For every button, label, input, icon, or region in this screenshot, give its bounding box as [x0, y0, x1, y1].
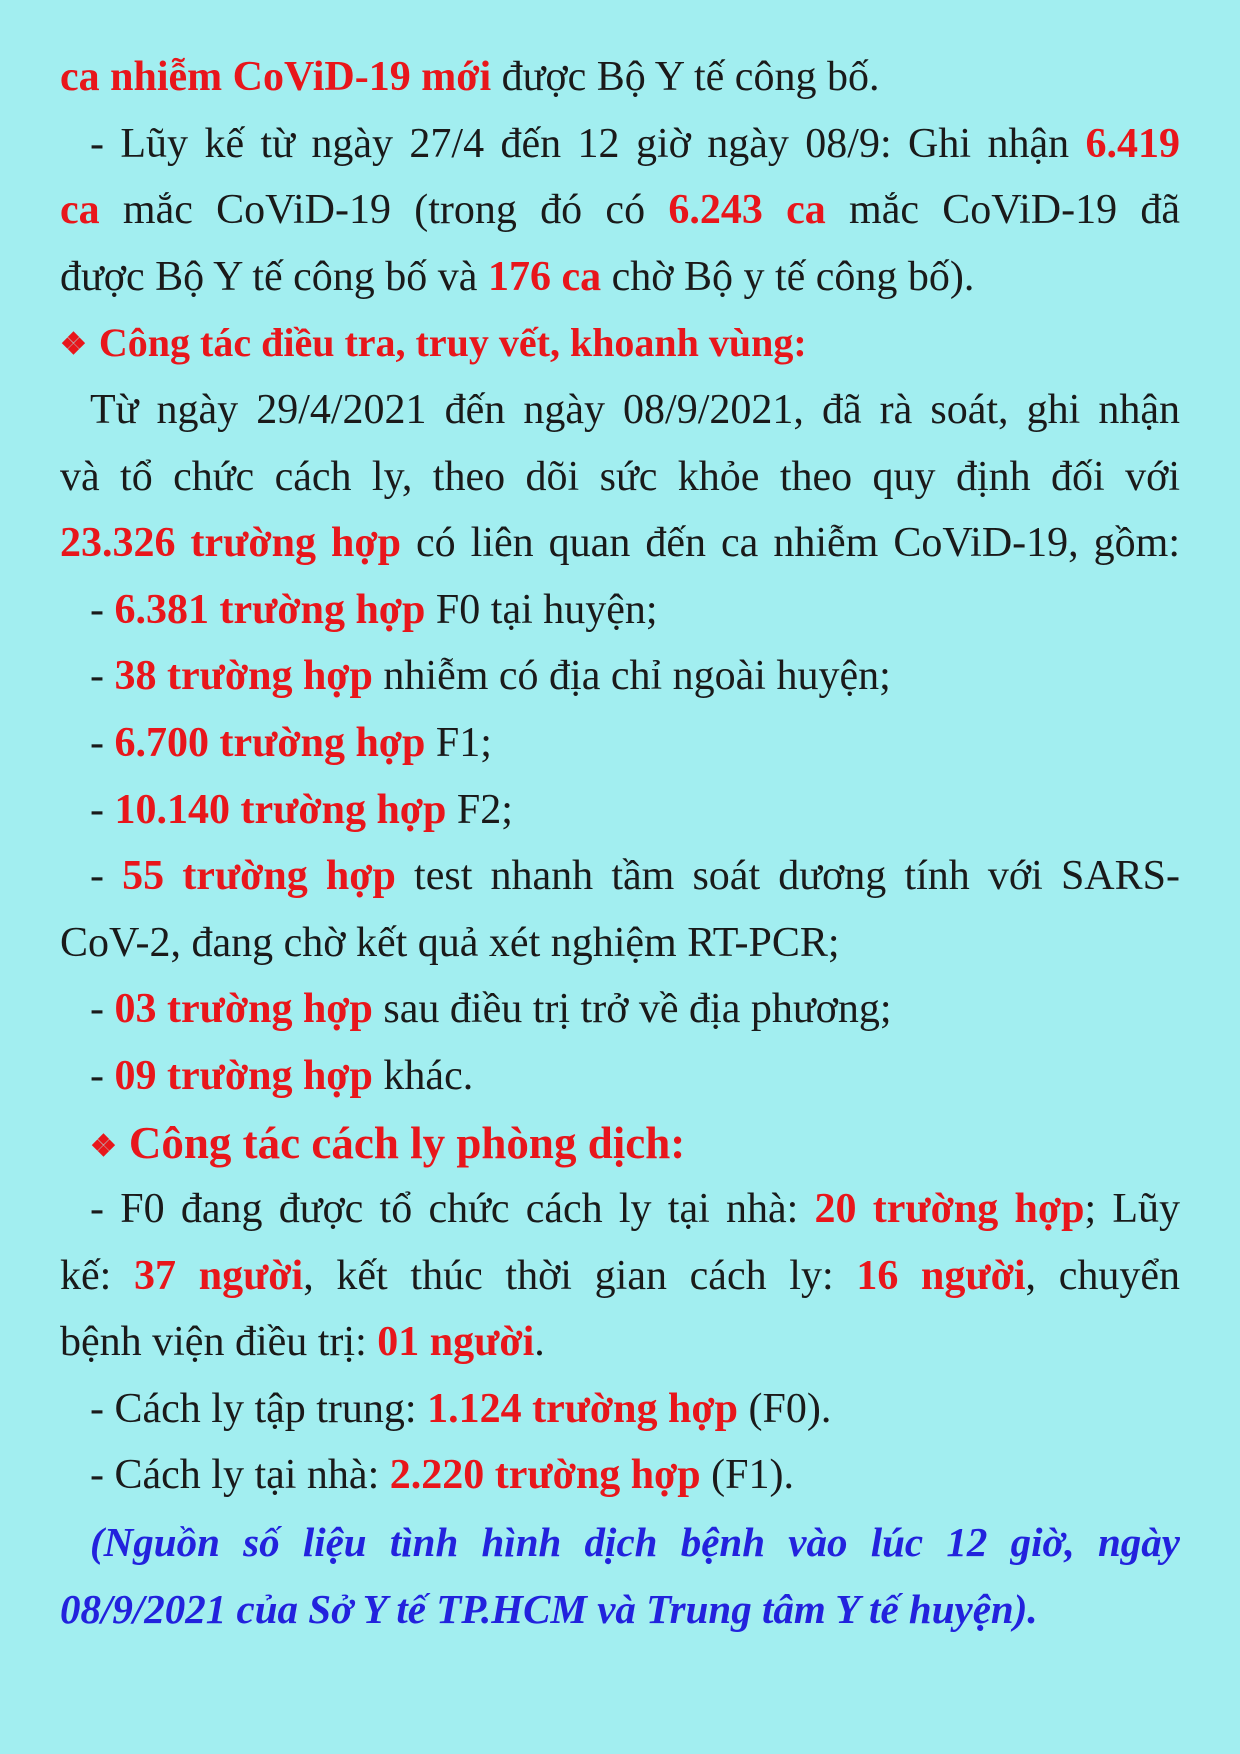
list-item: [60, 710, 1180, 777]
list-item: [60, 976, 1180, 1043]
diamond-bullet-icon: ❖: [90, 1129, 117, 1163]
text-line: [60, 1243, 1180, 1310]
dash: -: [90, 986, 115, 1033]
list-item: [60, 1043, 1180, 1110]
body-text: F1;: [425, 719, 492, 766]
body-text: test nhanh tầm soát dương tính với SARS-: [395, 853, 1180, 900]
dash: -: [90, 853, 123, 900]
highlight-text: 176 ca: [487, 253, 602, 300]
dash: -: [90, 719, 115, 766]
text-line: [60, 1376, 1180, 1443]
dash: -: [90, 586, 115, 633]
text-line: [60, 44, 1180, 111]
highlight-text: 6.700 trường hợp: [114, 719, 426, 766]
body-text: (F1).: [700, 1452, 795, 1499]
body-text: - Lũy kế từ ngày 27/4 đến 12 giờ ngày 08/9: Ghi nhận: [90, 120, 1086, 167]
body-text: nhiễm có địa chỉ ngoài huyện;: [372, 653, 891, 700]
text-line: và tổ chức cách ly, theo dõi sức khỏe theo quy định đối với: [60, 453, 1180, 500]
text-line: [60, 1309, 1180, 1376]
body-text: ; Lũy: [1084, 1186, 1180, 1233]
section-title: Công tác cách ly phòng dịch:: [128, 1117, 686, 1168]
section-title: Công tác điều tra, truy vết, khoanh vùng:: [98, 320, 807, 366]
body-text: (F0).: [738, 1385, 832, 1432]
highlight-text: 6.419: [1085, 120, 1180, 167]
list-item: [60, 643, 1180, 710]
highlight-text: 6.381 trường hợp: [114, 586, 426, 633]
dash: -: [90, 786, 115, 833]
body-text: chờ Bộ y tế công bố).: [601, 253, 975, 300]
body-text: mắc CoViD-19 đã: [825, 187, 1180, 234]
highlight-text: 23.326 trường hợp: [60, 520, 401, 567]
body-text: , kết thúc thời gian cách ly:: [303, 1252, 857, 1299]
body-text: , chuyển: [1025, 1252, 1180, 1299]
body-text: bệnh viện điều trị:: [60, 1319, 378, 1366]
body-text: kế:: [60, 1252, 135, 1299]
body-text: - F0 đang được tổ chức cách ly tại nhà:: [90, 1186, 815, 1233]
highlight-text: 16 người: [856, 1252, 1026, 1299]
list-item-continuation: CoV-2, đang chờ kết quả xét nghiệm RT-PCR;: [60, 919, 840, 966]
dash: -: [90, 653, 115, 700]
body-text: - Cách ly tại nhà:: [90, 1452, 390, 1499]
body-text: mắc CoViD-19 (trong đó có: [99, 187, 669, 234]
highlight-text: 03 trường hợp: [114, 986, 373, 1033]
highlight-text: 55 trường hợp: [122, 853, 396, 900]
text-line: [60, 177, 1180, 244]
body-text: F0 tại huyện;: [425, 586, 658, 633]
body-text: .: [534, 1319, 545, 1366]
section-heading: [60, 1110, 1180, 1177]
body-text: F2;: [446, 786, 513, 833]
highlight-text: 01 người: [377, 1319, 535, 1366]
text-line: [60, 1442, 1180, 1509]
highlight-text: 20 trường hợp: [814, 1186, 1085, 1233]
dash: -: [90, 1052, 115, 1099]
list-item: [60, 843, 1180, 910]
highlight-text: 1.124 trường hợp: [427, 1385, 739, 1432]
highlight-text: 2.220 trường hợp: [389, 1452, 701, 1499]
body-text: khác.: [372, 1052, 474, 1099]
highlight-text: 09 trường hợp: [114, 1052, 373, 1099]
text-line: [60, 510, 1180, 577]
text-line: Từ ngày 29/4/2021 đến ngày 08/9/2021, đã rà soát, ghi nhận: [90, 386, 1180, 433]
highlight-text: ca nhiễm CoViD-19 mới: [60, 54, 492, 100]
list-item: [60, 777, 1180, 844]
body-text: được Bộ Y tế công bố.: [491, 54, 880, 100]
highlight-text: 6.243 ca: [668, 187, 826, 234]
source-note: (Nguồn số liệu tình hình dịch bệnh vào lúc 12 giờ, ngày: [90, 1519, 1180, 1566]
text-line: [60, 1176, 1180, 1243]
section-heading: [60, 310, 1180, 377]
source-note: 08/9/2021 của Sở Y tế TP.HCM và Trung tâm Y tế huyện).: [60, 1585, 1038, 1632]
diamond-bullet-icon: ❖: [60, 328, 87, 362]
highlight-text: ca: [60, 187, 100, 234]
text-line: [60, 244, 1180, 311]
highlight-text: 38 trường hợp: [114, 653, 373, 700]
text-line: [60, 111, 1180, 178]
body-text: có liên quan đến ca nhiễm CoViD-19, gồm:: [400, 520, 1180, 567]
list-item: [60, 577, 1180, 644]
highlight-text: 37 người: [134, 1252, 304, 1299]
body-text: được Bộ Y tế công bố và: [60, 253, 488, 300]
body-text: sau điều trị trở về địa phương;: [372, 986, 892, 1033]
highlight-text: 10.140 trường hợp: [114, 786, 447, 833]
body-text: - Cách ly tập trung:: [90, 1385, 428, 1432]
